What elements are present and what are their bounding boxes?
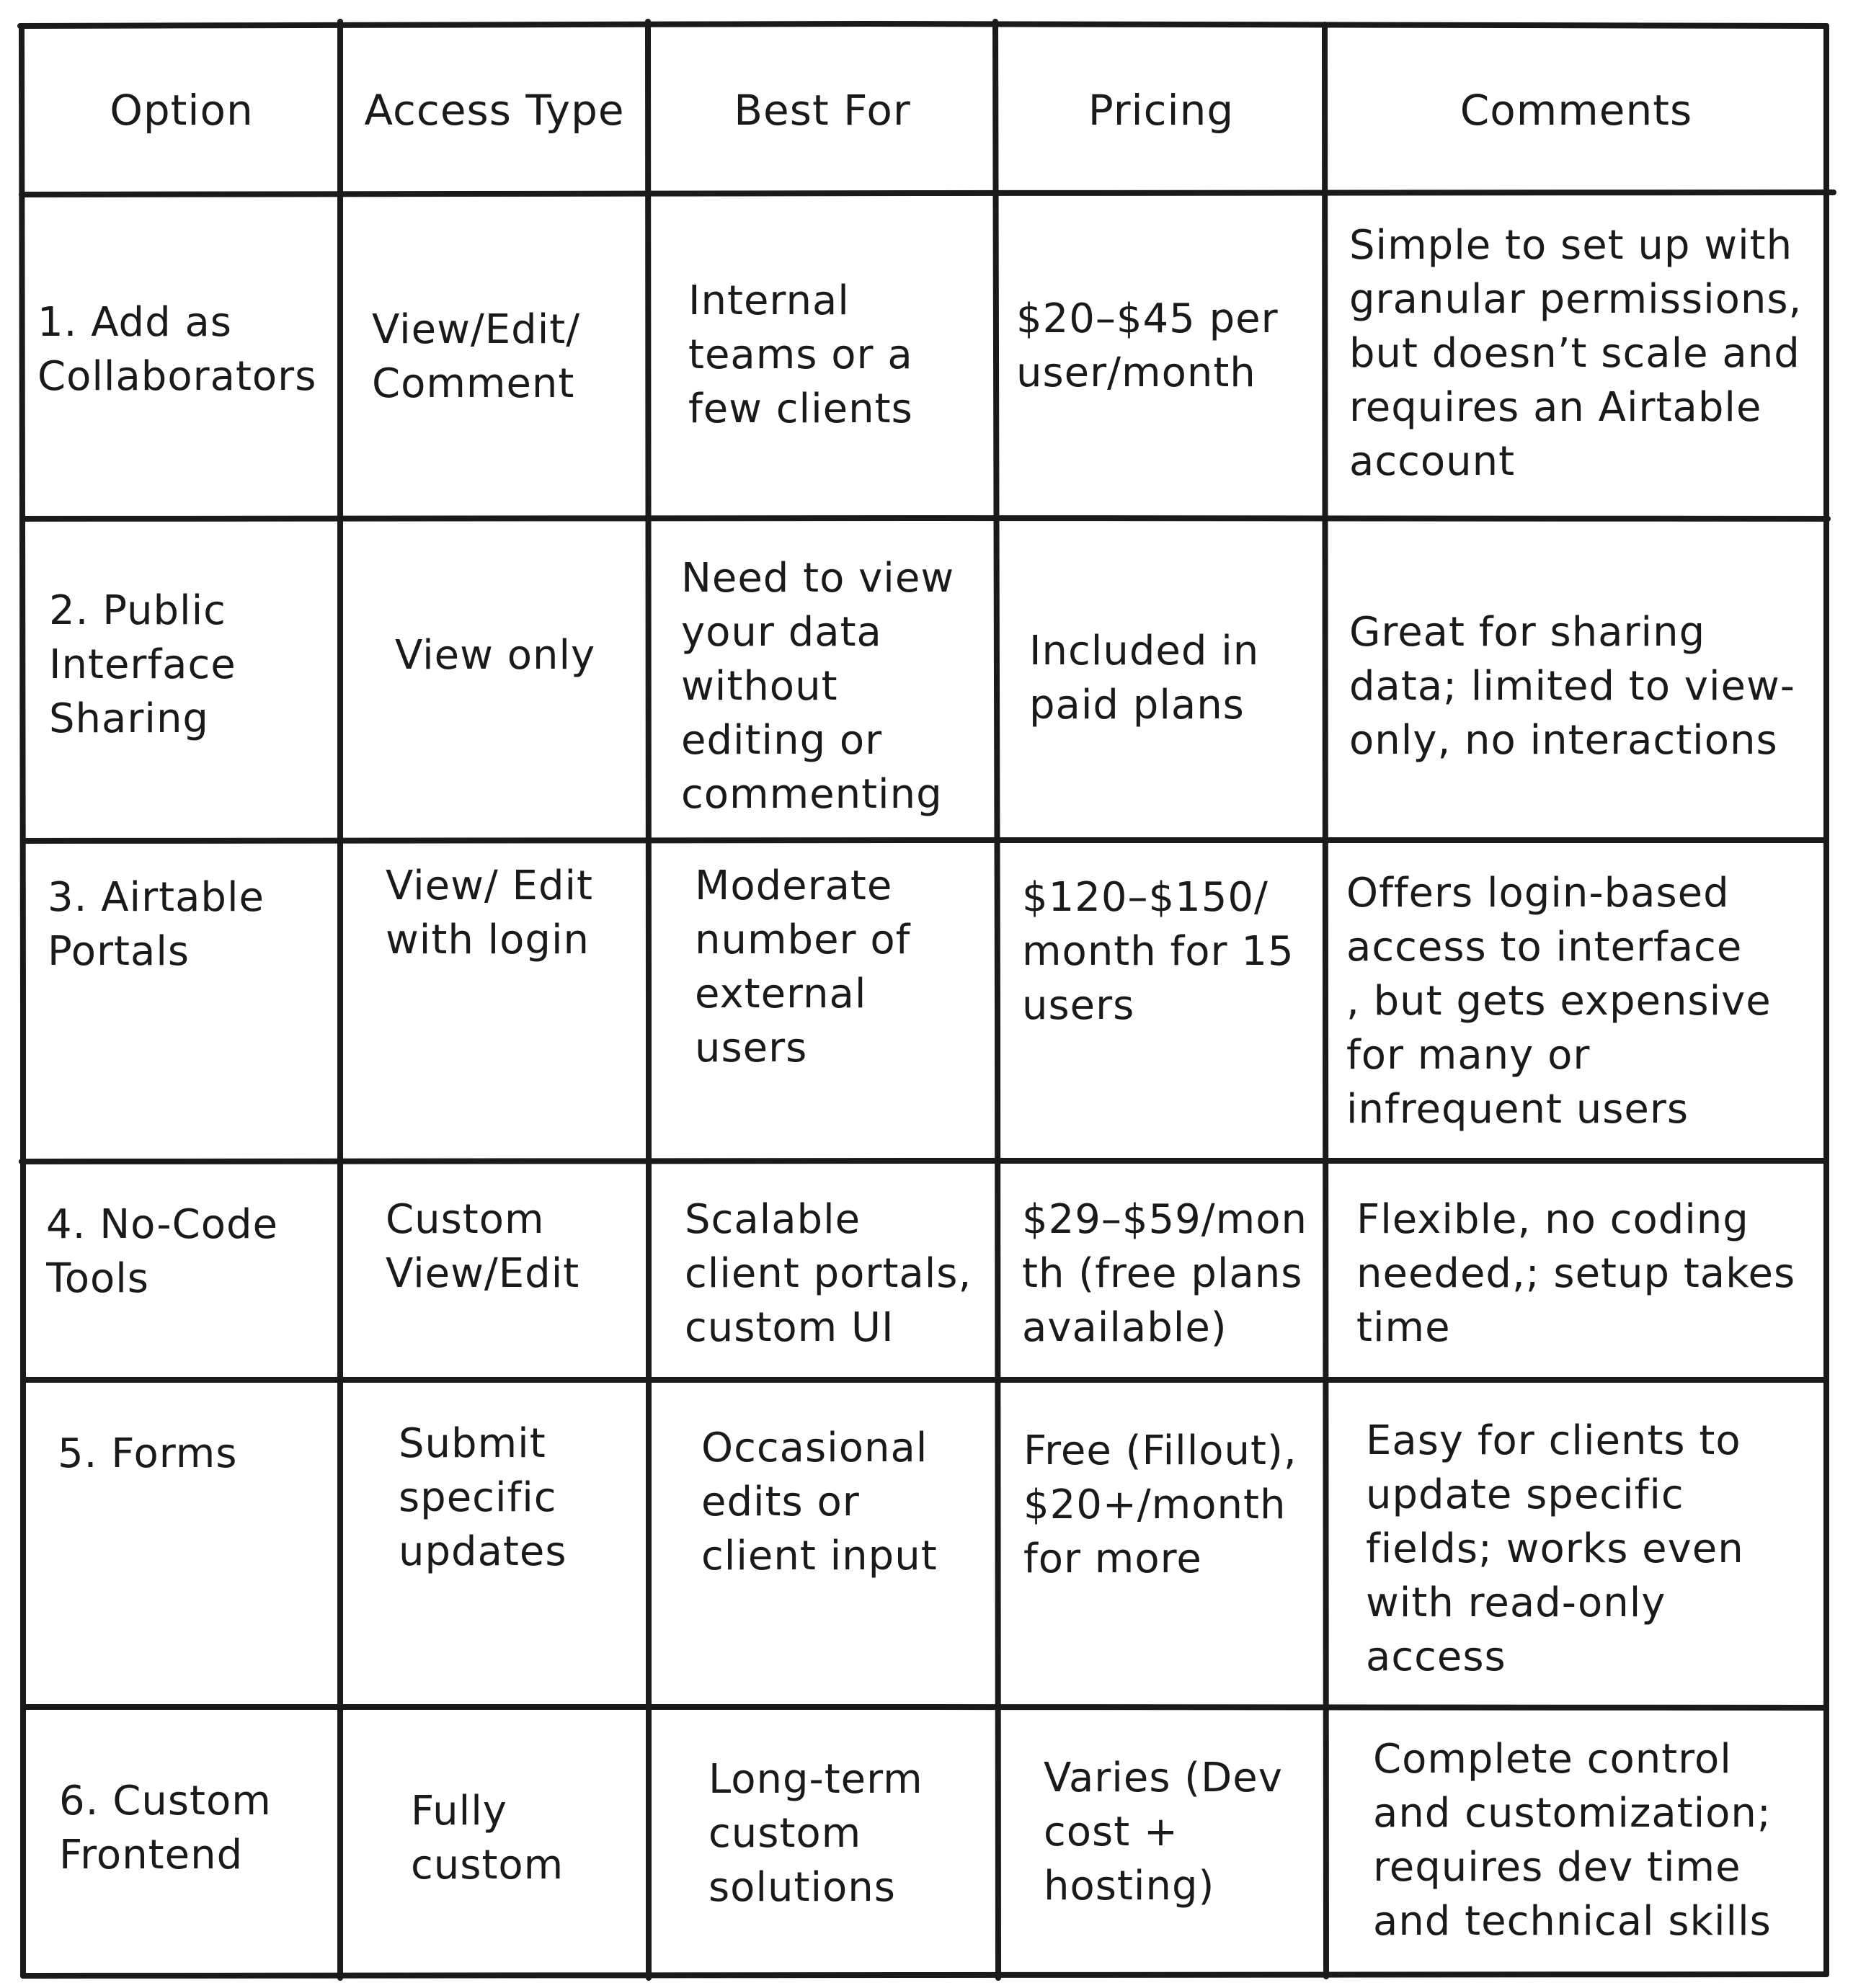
row4-access-type: Custom View/Edit: [386, 1196, 580, 1297]
row1-pricing: $20–$45 per user/month: [1016, 295, 1279, 396]
row2-option: 2. Public Interface Sharing: [49, 587, 236, 742]
row1-access-type-cell: [372, 303, 646, 512]
row5-pricing-cell: [1023, 1424, 1323, 1701]
grid-line-row1-bottom: [23, 518, 1828, 519]
header-access-type: [343, 29, 646, 192]
row2-pricing: Included in paid plans: [1029, 628, 1260, 728]
grid-line-col4: [1325, 24, 1326, 1976]
row3-access-type-cell: [386, 859, 646, 1147]
header-option-label: Option: [110, 86, 254, 135]
row2-option-cell: [49, 584, 337, 836]
row1-best-for-cell: [688, 274, 992, 512]
row3-access-type: View/ Edit with login: [386, 862, 594, 963]
row3-best-for: Moderate number of external users: [695, 862, 911, 1071]
row4-option: 4. No-Code Tools: [46, 1201, 278, 1302]
row2-best-for: Need to view your data without editing or commenting: [681, 555, 955, 818]
row5-pricing: Free (Fillout), $20+/month for more: [1023, 1427, 1297, 1582]
header-access-type-label: Access Type: [364, 86, 625, 135]
row5-access-type-cell: [399, 1417, 646, 1701]
row1-option-cell: [37, 295, 339, 512]
row4-comments-cell: [1356, 1193, 1825, 1375]
row3-comments-cell: [1346, 866, 1825, 1158]
row2-access-type-cell: [395, 628, 646, 830]
header-comments-label: Comments: [1460, 86, 1693, 135]
header-option: [26, 29, 337, 192]
row4-comments: Flexible, no coding needed,; setup takes time: [1356, 1196, 1796, 1351]
row5-comments: Easy for clients to update specific fields; works even with read-only access: [1366, 1417, 1744, 1680]
grid-line-col2: [648, 22, 649, 1978]
grid-line-row2-bottom: [23, 840, 1825, 841]
row4-option-cell: [46, 1198, 337, 1375]
row1-best-for: Internal teams or a few clients: [688, 277, 913, 432]
row3-pricing-cell: [1022, 870, 1323, 1151]
row6-best-for-cell: [708, 1752, 992, 1969]
row1-option: 1. Add as Collaborators: [37, 299, 317, 400]
row5-option: 5. Forms: [58, 1430, 238, 1477]
row4-pricing: $29–$59/mon th (free plans available): [1022, 1196, 1307, 1351]
row4-best-for-cell: [685, 1193, 992, 1375]
row5-comments-cell: [1366, 1414, 1825, 1702]
row6-access-type-cell: [411, 1784, 646, 1969]
row6-option: 6. Custom Frontend: [59, 1778, 272, 1878]
grid-line-left: [22, 27, 23, 1976]
header-pricing: [1000, 29, 1322, 192]
grid-line-col3: [995, 22, 998, 1978]
row4-pricing-cell: [1022, 1193, 1323, 1375]
row1-access-type: View/Edit/ Comment: [372, 306, 581, 407]
row5-best-for-cell: [701, 1421, 992, 1701]
grid-line-header-bottom: [22, 192, 1834, 195]
row4-access-type-cell: [386, 1193, 646, 1375]
grid-line-top: [20, 24, 1826, 26]
header-best-for: [652, 29, 993, 192]
row5-best-for: Occasional edits or client input: [701, 1425, 938, 1579]
row2-pricing-cell: [1029, 624, 1323, 833]
row1-pricing-cell: [1016, 292, 1323, 512]
row3-option: 3. Airtable Portals: [48, 874, 265, 975]
grid-line-row3-bottom: [22, 1161, 1826, 1162]
row6-pricing-cell: [1044, 1751, 1323, 1967]
row6-access-type: Fully custom: [411, 1788, 564, 1889]
row6-option-cell: [59, 1774, 337, 1969]
row2-best-for-cell: [681, 551, 992, 836]
row6-comments-cell: [1373, 1732, 1825, 1969]
row3-option-cell: [48, 870, 337, 1159]
row1-comments: Simple to set up with granular permissions, but doesn’t scale and requires an Airtable account: [1349, 222, 1803, 485]
row4-best-for: Scalable client portals, custom UI: [685, 1196, 972, 1351]
row6-best-for: Long-term custom solutions: [708, 1756, 923, 1911]
row5-option-cell: [58, 1427, 337, 1701]
grid-line-row5-bottom: [23, 1707, 1825, 1708]
row6-comments: Complete control and customization; requires dev time and technical skills: [1373, 1736, 1772, 1945]
row2-comments: Great for sharing data; limited to view- only, no interactions: [1349, 609, 1795, 764]
row3-best-for-cell: [695, 859, 992, 1147]
row5-access-type: Submit specific updates: [399, 1420, 567, 1575]
header-comments: [1328, 29, 1824, 192]
grid-line-bottom: [23, 1974, 1826, 1976]
row2-access-type: View only: [395, 632, 596, 679]
row3-pricing: $120–$150/ month for 15 users: [1022, 874, 1294, 1029]
header-best-for-label: Best For: [734, 86, 911, 135]
row6-pricing: Varies (Dev cost + hosting): [1044, 1755, 1283, 1909]
header-pricing-label: Pricing: [1088, 86, 1235, 135]
row3-comments: Offers login-based access to interface , but gets expensive for many or infrequent users: [1346, 870, 1772, 1133]
row1-comments-cell: [1349, 218, 1825, 514]
row2-comments-cell: [1349, 605, 1825, 836]
